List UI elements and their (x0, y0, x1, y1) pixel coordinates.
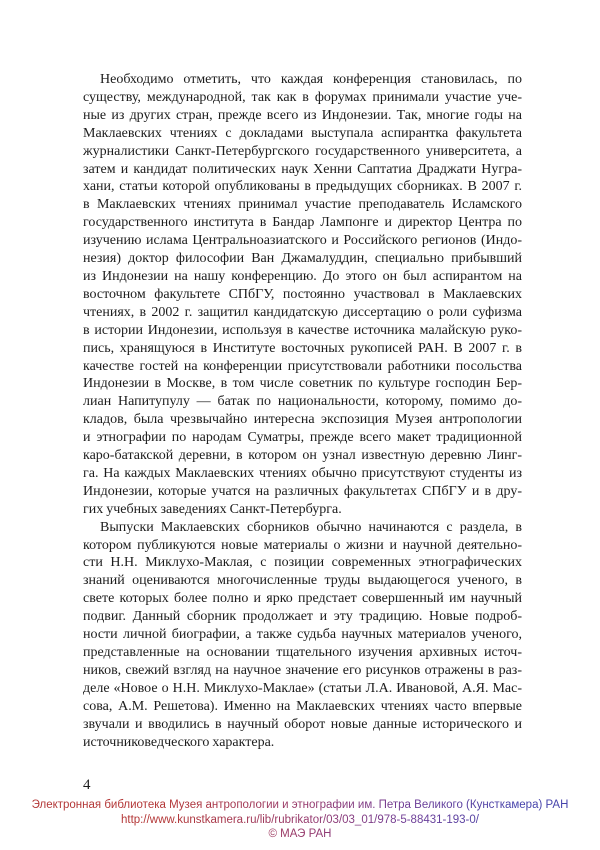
text-line: лиан Напитупулу — батак по национальности, которому, помимо до- (83, 394, 522, 410)
text-line: котором публикуются новые материалы о жизни и научной деятельно- (83, 537, 522, 553)
text-line: га. На каждых Маклаевских чтениях обычно присутствуют студенты из (83, 465, 522, 481)
text-line: в истории Индонезии, используя в качестве источника малайскую руко- (83, 322, 522, 338)
text-line: и этнографии по народам Суматры, прежде всего макет традиционной (83, 430, 522, 446)
text-line: знаний оцениваются многочисленные труды выдающегося ученого, в (83, 573, 522, 589)
text-line: журналистики Санкт-Петербургского государственного университета, а (83, 143, 522, 159)
text-line: восточном факультете СПбГУ, постоянно участвовал в Маклаевских (83, 286, 522, 302)
paragraph-conferences (83, 71, 522, 519)
text-line: изучению ислама Центральноазиатского и Российского регионов (Индо- (83, 233, 522, 249)
text-line: ности личной биографии, а также судьба научных материалов ученого, (83, 627, 522, 643)
text-line: качестве гостей на конференции присутствовали работники посольства (83, 358, 522, 374)
text-line: сти Н.Н. Миклухо-Маклая, с позиции современных этнографических (83, 555, 522, 571)
text-line: звучали и вводились в научный оборот новые данные исторического и (83, 716, 522, 732)
text-line: Маклаевских чтениях с докладами выступала аспирантка факультета (83, 125, 522, 141)
text-line: сова, А.М. Решетова). Именно на Маклаевских чтениях часто впервые (83, 698, 522, 714)
footer-colophon (0, 798, 600, 842)
body-text (83, 71, 522, 751)
text-line: подвиг. Данный сборник продолжает и эту традицию. Новые подроб- (83, 609, 522, 625)
text-line: Индонезии в Москве, в том числе советник по культуре господин Бер- (83, 376, 522, 392)
footer-url: http://www.kunstkamera.ru/lib/rubrikator/03/03_01/978-5-88431-193-0/ (121, 813, 479, 826)
text-line: источниковедческого характера. (83, 734, 275, 750)
footer-library-name: Электронная библиотека Музея антропологии и этнографии им. Петра Великого (Кунсткамера) РАН (31, 799, 569, 811)
paragraph-collections (83, 519, 522, 752)
text-line: ников, свежий взгляд на научное значение его рисунков отражены в раз- (83, 662, 522, 678)
text-line: свете которых более полно и ярко предстает совершенный им научный (83, 591, 522, 607)
text-line: ные из других стран, прежде всего из Индонезии. Так, многие годы на (83, 107, 522, 123)
page-number: 4 (83, 777, 91, 793)
text-line: каро-батакской деревни, в котором он узнал известную деревню Линг- (83, 448, 522, 464)
text-line: из Индонезии на нашу конференцию. До этого он был аспирантом на (83, 268, 522, 284)
text-line: представленные на основании тщательного изучения архивных источ- (83, 645, 522, 660)
text-line: пись, хранящуюся в Институте восточных рукописей РАН. В 2007 г. в (83, 340, 522, 356)
text-line: хани, статьи которой опубликованы в предыдущих сборниках. В 2007 г. (83, 179, 522, 195)
text-line: существу, международной, так как в форумах принимали участие уче- (83, 89, 522, 105)
text-line: в Маклаевских чтениях принимал участие преподаватель Исламского (83, 197, 522, 213)
footer-copyright: © МАЭ РАН (268, 828, 332, 841)
text-line: гих учебных заведениях Санкт-Петербурга. (83, 501, 342, 517)
text-line: незия) доктор философии Ван Джамалуддин, специально прибывший (83, 251, 522, 267)
text-line: Выпуски Маклаевских сборников обычно начинаются с раздела, в (100, 519, 522, 535)
text-line: кладов, была чрезвычайно интересна экспозиция Музея антропологии (83, 412, 522, 428)
text-line: государственного института в Бандар Лампонге и директор Центра по (83, 215, 522, 231)
text-line: деле «Новое о Н.Н. Миклухо-Маклае» (статьи Л.А. Ивановой, А.Я. Мас- (83, 680, 522, 696)
text-line: Индонезии, которые учатся на различных факультетах СПбГУ и в дру- (83, 483, 522, 499)
text-line: чтениях, в 2002 г. защитил кандидатскую диссертацию о роли суфизма (83, 304, 522, 320)
text-line: Необходимо отметить, что каждая конференция становилась, по (100, 72, 522, 87)
text-line: затем и кандидат политических наук Хенни Саптатиа Драджати Нугра- (83, 161, 522, 177)
